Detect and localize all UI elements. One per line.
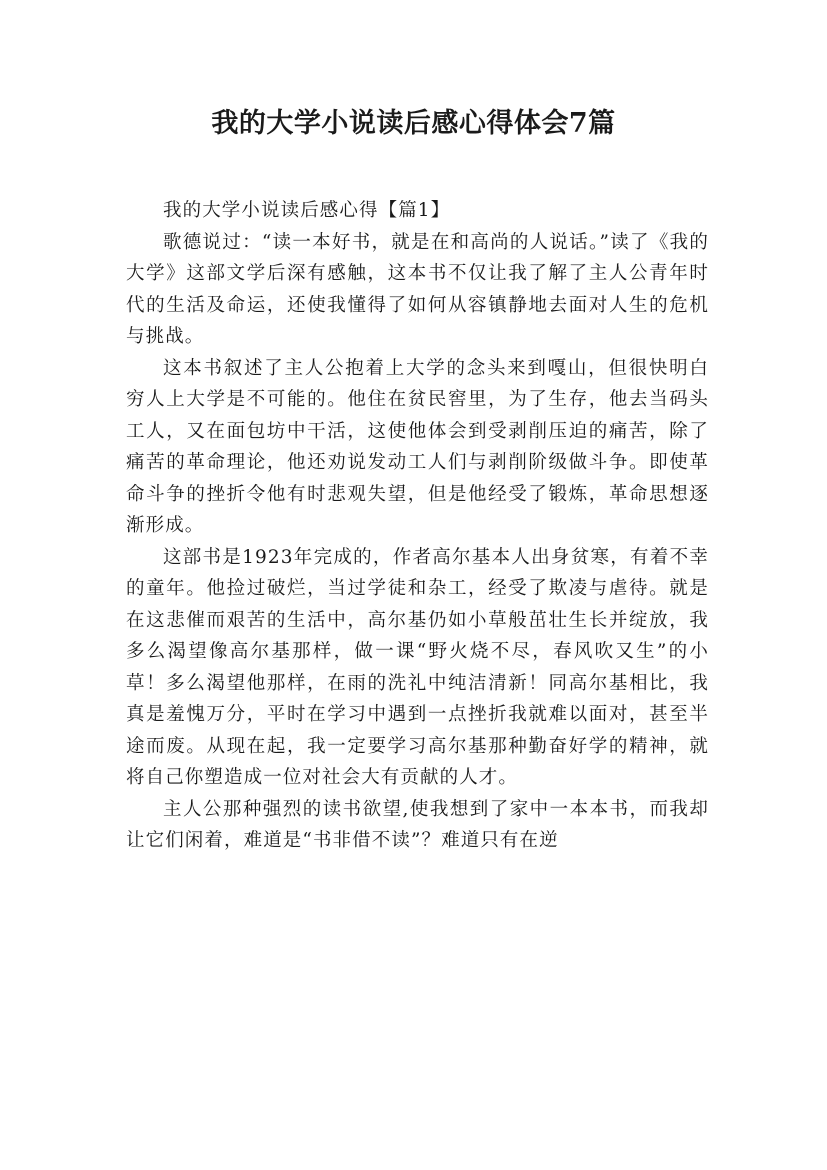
document-body [126, 195, 709, 857]
document-title: 我的大学小说读后感心得体会7篇 [211, 108, 616, 139]
body-paragraph: 这部书是1923年完成的，作者高尔基本人出身贫寒，有着不幸的童年。他捡过破烂，当过学徒和杂工，经受了欺凌与虐待。就是在这悲催而艰苦的生活中，高尔基仍如小草般茁壮生长并绽放，我多么渴望像高尔基那样，做一课“野火烧不尽，春风吹又生”的小草！多么渴望他那样，在雨的洗礼中纯洁清新！同高尔基相比，我真是羞愧万分，平时在学习中遇到一点挫折我就难以面对，甚至半途而废。从现在起，我一定要学习高尔基那种勤奋好学的精神，就将自己你塑造成一位对社会大有贡献的人才。 [126, 546, 709, 788]
body-paragraph: 歌德说过：“读一本好书，就是在和高尚的人说话。”读了《我的大学》这部文学后深有感触，这本书不仅让我了解了主人公青年时代的生活及命运，还使我懂得了如何从容镇静地去面对人生的危机与挑战。 [126, 231, 709, 347]
body-paragraph: 这本书叙述了主人公抱着上大学的念头来到嘎山，但很快明白穷人上大学是不可能的。他住在贫民窖里，为了生存，他去当码头工人，又在面包坊中干活，这使他体会到受剥削压迫的痛苦，除了痛苦的革命理论，他还劝说发动工人们与剥削阶级做斗争。即使革命斗争的挫折令他有时悲观失望，但是他经受了锻炼，革命思想逐渐形成。 [126, 357, 709, 536]
section-heading: 我的大学小说读后感心得【篇1】 [163, 200, 451, 221]
body-paragraph: 主人公那种强烈的读书欲望,使我想到了家中一本本书，而我却让它们闲着，难道是“书非借不读”？难道只有在逆 [126, 798, 709, 851]
